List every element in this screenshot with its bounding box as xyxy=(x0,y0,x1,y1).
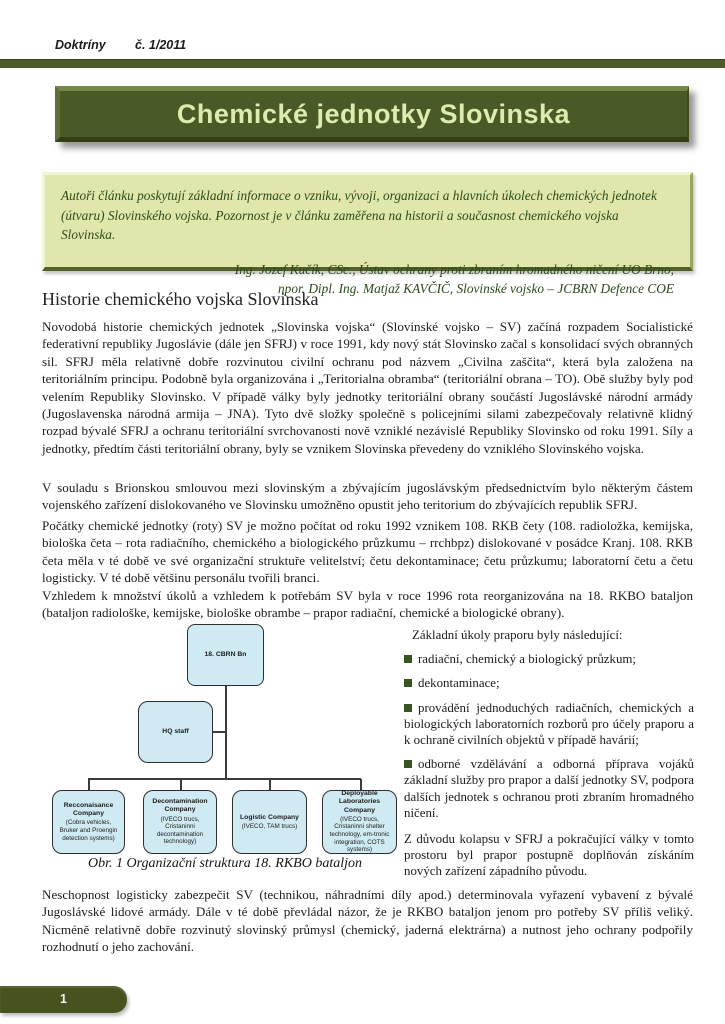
tasks-closing-paragraph: Z důvodu kolapsu v SFRJ a pokračující války v tomto prostoru byl prapor postupně doplňován získáním nových zařízení západního původu. xyxy=(404,832,694,879)
figure-caption: Obr. 1 Organizační struktura 18. RKBO bataljon xyxy=(87,856,363,871)
paragraph-3: Počátky chemické jednotky (roty) SV je možno počítat od roku 1992 vznikem 108. RKB čety (108. radioložka, kemijska, biološka četa – rota radiačního, chemického a biologického průzkumu – rrchbpz) dislokované v posádce Kranj. 108. RKB četa měla v té době ve své organizační struktuře velitelství; četu dekontaminace; četu průzkumu; laboratorní četu a četu logisticky. V té době většinu personálu tvořili branci. xyxy=(42,518,693,586)
task-item xyxy=(404,675,694,691)
node-detail: (IVECO, TAM trucs) xyxy=(241,822,298,830)
orgchart-node-battalion xyxy=(187,624,264,686)
closing-paragraph: Neschopnost logisticky zabezpečit SV (technikou, náhradními díly apod.) determinovala vyřazení vybavení z bývalé Jugoslávské lidové armády. Dále v té době převládal názor, že je RKBO bataljon jenom pro potřeby SV příliš veliký. Nicméně relativně dobře rozvinutý slovinský průmysl (chemický, jaderná elektrárna) a nutnost jeho ochrany podpořily rozhodnutí o jeho zachování. xyxy=(42,887,693,955)
header-rule xyxy=(0,59,725,68)
task-text: odborné vzdělávání a odborná příprava vojáků základní služby pro prapor a další jednotky SV, podpora dalších jednotek s ochranou proti zbraním hromadného ničení. xyxy=(404,757,694,820)
node-label: Decontamination Company xyxy=(152,798,208,814)
task-text: radiační, chemický a biologický průzkum; xyxy=(418,652,636,667)
task-text: dekontaminace; xyxy=(418,676,500,691)
author-line-1: Ing. Jozef Kučík, CSc., Ústav ochrany proti zbraním hromadného ničení UO Brno, xyxy=(234,261,674,277)
article-title-banner xyxy=(55,86,689,142)
square-bullet-icon xyxy=(404,679,412,687)
task-item xyxy=(404,651,694,667)
connector-line xyxy=(213,731,225,733)
node-detail: (IVECO trucs, Cristaninni decontamination technology) xyxy=(156,815,204,846)
orgchart-canvas xyxy=(42,622,408,854)
node-detail: (IVECO trucs, Cristaninni shelter technology, em-tronic integration, COTS systems) xyxy=(329,815,390,854)
node-label: 18. CBRN Bn xyxy=(204,650,247,658)
connector-line xyxy=(88,779,90,790)
task-item xyxy=(404,700,694,749)
square-bullet-icon xyxy=(404,704,412,712)
connector-line xyxy=(225,686,227,778)
orgchart-node-hq-staff xyxy=(138,701,213,763)
square-bullet-icon xyxy=(404,655,412,663)
node-label: HQ staff xyxy=(162,727,189,735)
tasks-column xyxy=(404,627,694,880)
task-text: provádění jednoduchých radiačních, chemických a biologických laboratorních rozborů pro účely praporu a k ochraně civilních objektů v případě havárií; xyxy=(404,700,694,748)
node-detail: (Cobra vehicles, Bruker and Proengin detection systems) xyxy=(59,819,118,842)
page-number-badge: 1 xyxy=(0,986,127,1013)
section-heading: Historie chemického vojska Slovinska xyxy=(42,289,319,309)
abstract-text: Autoři článku poskytují základní informace o vzniku, vývoji, organizaci a hlavních úkolech chemických jednotek (útvaru) Slovinského vojska. Pozornost je v článku zaměřena na historii a současnost chemického vojska Slovinska. xyxy=(61,188,657,242)
connector-line xyxy=(269,779,271,790)
issue-number: č. 1/2011 xyxy=(135,38,187,52)
article-title: Chemické jednotky Slovinska xyxy=(176,99,571,129)
orgchart-node-reconnaissance-company xyxy=(52,790,125,854)
orgchart-node-decontamination-company xyxy=(143,790,217,854)
node-label: Deployable Laboratories Company xyxy=(338,790,381,814)
abstract-box xyxy=(42,172,693,296)
paragraph-4: Vzhledem k množství úkolů a vzhledem k potřebám SV byla v roce 1996 rota reorganizována na 18. RKBO bataljon (bataljon radiološke, kemijske, biološke obrambe – prapor radiační, chemické a biologické obrany). xyxy=(42,588,693,621)
paragraph-1: Novodobá historie chemických jednotek „Slovinska vojska“ (Slovinské vojsko – SV) začíná rozpadem Socialistické federativní republiky Jugoslávie (dále jen SFRJ) v roce 1991, kdy nový stát Slovinsko začal s konsolidací svých obranných sil. SFRJ měla relativně dobře rozvinutou civilní ochranu pod názvem „Civilna zaščita“, která byla založena na teritoriálním principu. Podobně byla organizována i „Teritorialna obramba“ (teritoriální obrana – TO). Obě služby byly pod velením Republiky Slovinsko. V případě války byly jednotky teritoriální obrany součástí Jugoslávské národní armády (Jugoslavenska národná armija – JNA). Tyto dvě složky společně s policejními silami zabezpečovaly relativně klidný rozpad bývalé SFRJ a ochranu teritoriální svrchovanosti nově vzniklé nezávislé Republiky Slovinsko od roku 1991. Síly a jednotky, předtím části teritoriální obrany, byly se vznikem Slovinska převedeny do vzniklého Slovinského vojska. xyxy=(42,319,693,456)
connector-line xyxy=(180,779,182,790)
author-line-2: npor. Dipl. Ing. Matjaž KAVČIČ, Slovinské vojsko – JCBRN Defence COE xyxy=(278,281,674,296)
node-label: Logistic Company xyxy=(240,813,299,821)
connector-line xyxy=(88,778,361,780)
tasks-intro: Základní úkoly praporu byly následující: xyxy=(412,628,623,642)
paragraph-2: V souladu s Brionskou smlouvou mezi slovinským a zbývajícím jugoslávským předsednictvím bylo některým částem vojenského zařízení dislokovaného ve Slovinsku umožněno opustit jeho teritorium do zbývajících republik SFRJ. xyxy=(42,480,693,513)
figure-orgchart xyxy=(42,622,408,878)
connector-line xyxy=(360,779,362,790)
square-bullet-icon xyxy=(404,760,412,768)
node-label: Recconaisance Company xyxy=(63,801,114,818)
task-item xyxy=(404,756,694,821)
orgchart-node-deployable-laboratories-company xyxy=(322,790,397,854)
journal-name: Doktríny xyxy=(55,38,106,52)
orgchart-node-logistic-company xyxy=(232,790,307,854)
